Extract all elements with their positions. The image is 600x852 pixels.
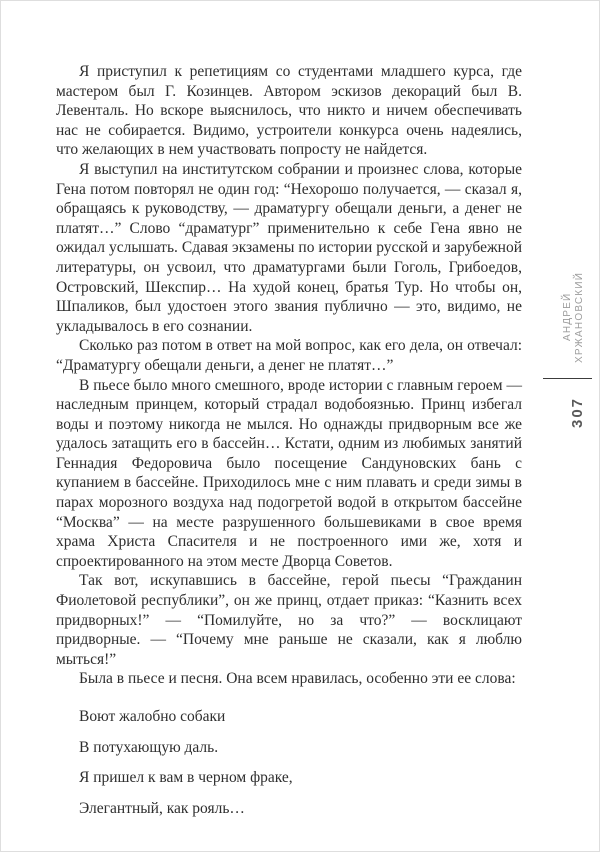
poem-block bbox=[79, 707, 522, 818]
paragraph: Я приступил к репетициям со студентами младшего курса, где мастером был Г. Козинцев. Автором эскизов декораций был В. Левенталь. Но вскоре выяснилось, что никто и ничем обеспечивать нас не собирается. Видимо, устроители конкурса очень надеялись, что желающих в нем участвовать попросту не найдется. bbox=[56, 63, 522, 159]
poem-line: Воют жалобно собаки bbox=[79, 708, 226, 725]
page-text-block bbox=[56, 62, 522, 829]
paragraph: Была в пьесе и песня. Она всем нравилась, особенно эти ее слова: bbox=[79, 670, 516, 688]
poem-line: Я пришел к вам в черном фраке, bbox=[79, 769, 293, 787]
page-number: 307 bbox=[569, 396, 586, 428]
paragraph: В пьесе было много смешного, вроде истории с главным героем — наследным принцем, который страдал водобоязнью. Принц избегал воды и поэтому никогда не мылся. Но однажды придворным все же удалось затащить его в бассейн… Кстати, одним из любимых занятий Геннадия Федоровича было посещение Сандуновских бань с купанием в бассейне. Приходилось мне с ним плавать и среди зимы в парах морозного воздуха над подогретой водой в открытом бассейне “Москва” — на месте разрушенного большевиками в свое время храма Христа Спасителя и не построенного ими же, хотя и спроектированного на этом месте Дворца Советов. bbox=[56, 376, 522, 570]
page-margin-sidebar bbox=[539, 1, 599, 851]
paragraph: Сколько раз потом в ответ на мой вопрос, как его дела, он отвечал: “Драматургу обещали деньги, а денег не платят…” bbox=[56, 337, 522, 374]
poem-line: Элегантный, как рояль… bbox=[79, 799, 245, 817]
sidebar-divider bbox=[543, 378, 592, 379]
running-author-label: АНДРЕЙ ХРЖАНОВСКИЙ bbox=[562, 271, 585, 363]
poem-line: В потухающую даль. bbox=[79, 738, 219, 756]
paragraph: Так вот, искупавшись в бассейне, герой пьесы “Гражданин Фиолетовой республики”, он же принц, отдает приказ: “Казнить всех придворных!” — “Помилуйте, но за что?” — восклицают придворные. — “Почему мне раньше не сказали, как я люблю мыться!” bbox=[56, 572, 522, 668]
paragraph: Я выступил на институтском собрании и произнес слова, которые Гена потом повторял не один год: “Нехорошо получается, — сказал я, обращаясь к руководству, — драматургу обещали деньги, а денег не платят…” Слово “драматург” применительно к себе Гена явно не ожидал услышать. Сдавая экзамены по истории русской и зарубежной литературы, он усвоил, что драматургами были Гоголь, Грибоедов, Островский, Шекспир… На худой конец, братья Тур. Но чтобы он, Шпаликов, был удостоен этого звания публично — это, видимо, не укладывалось в его сознании. bbox=[56, 160, 522, 335]
